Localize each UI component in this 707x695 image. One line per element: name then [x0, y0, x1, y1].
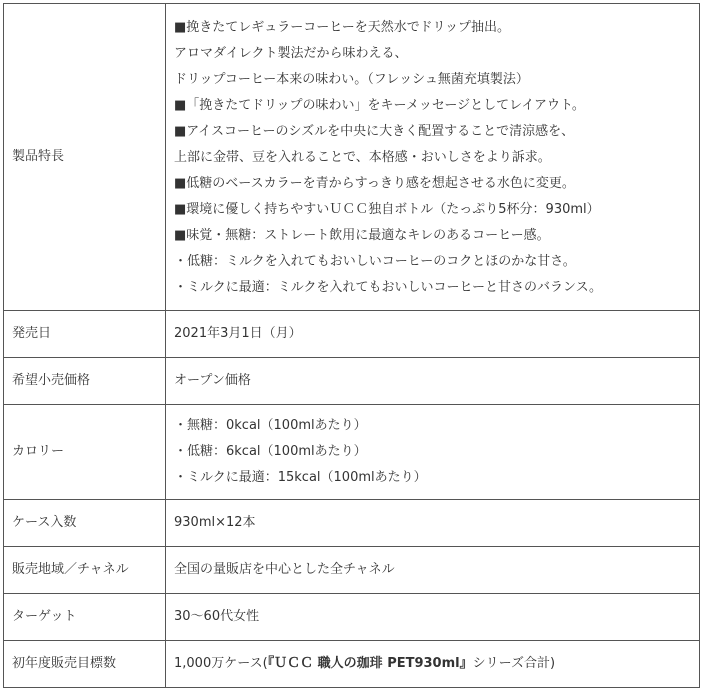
price-value: オープン価格: [166, 358, 700, 405]
row-release-date: [4, 311, 700, 358]
row-price: [4, 358, 700, 405]
calories-line: ・無糖：0kcal（100mlあたり）: [174, 418, 367, 433]
calories-label: カロリー: [4, 405, 166, 500]
features-line: ・ミルクに最適：ミルクを入れてもおいしいコーヒーと甘さのバランス。: [174, 279, 602, 295]
sales-goal-product-name: 『ＵＣＣ 職人の珈琲 PET930ml』: [267, 656, 473, 671]
sales-goal-suffix: シリーズ合計): [472, 656, 556, 671]
release-date-value: 2021年3月1日（月）: [166, 311, 700, 358]
target-value: 30～60代女性: [166, 594, 700, 641]
target-label: ターゲット: [4, 594, 166, 641]
calories-value: [166, 405, 700, 500]
sales-channel-value: 全国の量販店を中心とした全チャネル: [166, 547, 700, 594]
features-value: [166, 4, 700, 311]
row-features: [4, 4, 700, 311]
features-line: ■味覚・無糖：ストレート飲用に最適なキレのあるコーヒー感。: [174, 227, 550, 243]
features-line: ■挽きたてレギュラーコーヒーを天然水でドリップ抽出。: [174, 19, 510, 35]
row-sales-channel: [4, 547, 700, 594]
features-line: ■「挽きたてドリップの味わい」をキーメッセージとしてレイアウト。: [174, 97, 585, 113]
case-quantity-value: 930ml×12本: [166, 500, 700, 547]
release-date-label: 発売日: [4, 311, 166, 358]
sales-goal-prefix: 1,000万ケース(: [174, 656, 268, 671]
row-case-quantity: [4, 500, 700, 547]
price-label: 希望小売価格: [4, 358, 166, 405]
calories-line: ・低糖：6kcal（100mlあたり）: [174, 444, 367, 459]
features-line: ■環境に優しく持ちやすいＵＣＣ独自ボトル（たっぷり5杯分：930ml）: [174, 201, 600, 217]
sales-goal-label: 初年度販売目標数: [4, 641, 166, 688]
calories-line: ・ミルクに最適：15kcal（100mlあたり）: [174, 470, 427, 485]
sales-channel-label: 販売地域／チャネル: [4, 547, 166, 594]
features-line: アロマダイレクト製法だから味わえる、: [174, 45, 408, 61]
features-line: ドリップコーヒー本来の味わい。（フレッシュ無菌充填製法）: [174, 71, 529, 87]
features-line: 上部に金帯、豆を入れることで、本格感・おいしさをより訴求。: [174, 149, 551, 165]
sales-goal-value: [166, 641, 700, 688]
features-line: ・低糖：ミルクを入れてもおいしいコーヒーのコクとほのかな甘さ。: [174, 253, 576, 269]
row-sales-goal: [4, 641, 700, 688]
row-calories: [4, 405, 700, 500]
row-target: [4, 594, 700, 641]
case-quantity-label: ケース入数: [4, 500, 166, 547]
features-line: ■低糖のベースカラーを青からすっきり感を想起させる水色に変更。: [174, 175, 575, 191]
features-label: 製品特長: [4, 4, 166, 311]
features-line: ■アイスコーヒーのシズルを中央に大きく配置することで清涼感を、: [174, 123, 575, 139]
product-spec-table: [3, 3, 700, 688]
